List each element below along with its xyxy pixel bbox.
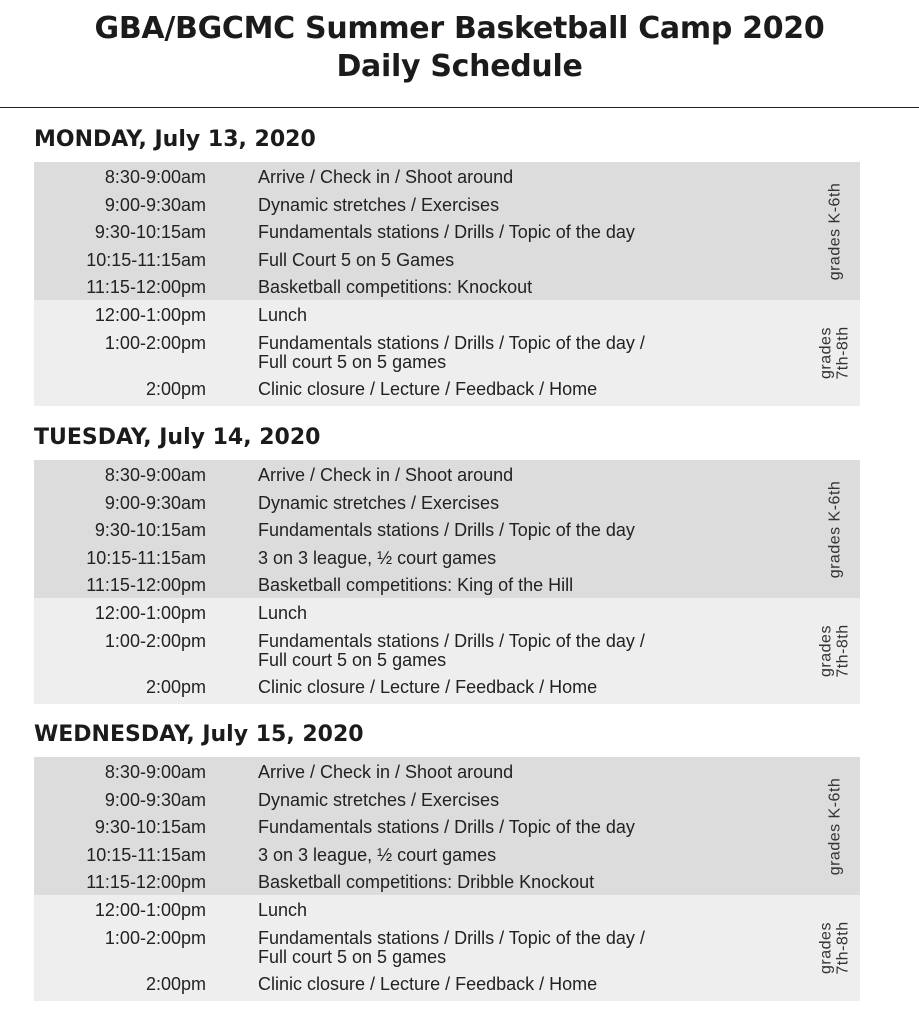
- grade-label-line-1: grades: [818, 922, 835, 974]
- schedule-row: [34, 165, 860, 193]
- page-header: [0, 10, 919, 86]
- schedule-row: [34, 573, 860, 601]
- page-title: [0, 10, 919, 86]
- schedule-row: [34, 760, 860, 788]
- time-cell: 1:00-2:00pm: [104, 927, 206, 948]
- activity-cell: Arrive / Check in / Shoot around: [258, 762, 514, 782]
- time-cell: 9:30-10:15am: [94, 222, 206, 242]
- activity-line-1: Fundamentals stations / Drills / Topic of the day /: [258, 332, 645, 353]
- schedule-group-7th-8th: [34, 598, 860, 704]
- time-cell: 2:00pm: [145, 676, 206, 697]
- schedule-row: [34, 248, 860, 276]
- activity-cell: Clinic closure / Lecture / Feedback / Home: [258, 676, 598, 697]
- activity-cell: Basketball competitions: King of the Hill: [258, 575, 574, 595]
- schedule-group-7th-8th: [34, 895, 860, 1001]
- schedule-row: [34, 629, 860, 675]
- schedule-row: [34, 303, 860, 331]
- activity-cell: [258, 632, 778, 670]
- schedule-row: [34, 331, 860, 377]
- time-cell: 10:15-11:15am: [86, 547, 206, 568]
- activity-cell: Arrive / Check in / Shoot around: [258, 167, 514, 187]
- schedule-row: [34, 675, 860, 703]
- time-cell: 1:00-2:00pm: [104, 630, 206, 651]
- grade-label-line-2: 7th-8th: [835, 921, 852, 975]
- time-cell: 2:00pm: [145, 378, 206, 399]
- time-cell: 8:30-9:00am: [104, 762, 206, 782]
- activity-cell: 3 on 3 league, ½ court games: [258, 844, 497, 865]
- day-section-monday: [34, 118, 860, 406]
- schedule-row: [34, 843, 860, 871]
- activity-cell: Lunch: [258, 305, 308, 325]
- activity-line-2: Full court 5 on 5 games: [258, 351, 447, 372]
- schedule-row: [34, 275, 860, 303]
- activity-line-1: Fundamentals stations / Drills / Topic of the day /: [258, 927, 645, 948]
- grade-label-line-1: grades: [818, 327, 835, 379]
- day-section-tuesday: [34, 416, 860, 704]
- activity-cell: Fundamentals stations / Drills / Topic of the day: [258, 817, 635, 837]
- time-cell: 9:00-9:30am: [104, 789, 206, 810]
- activity-cell: Arrive / Check in / Shoot around: [258, 465, 514, 485]
- schedule-row: [34, 193, 860, 221]
- time-cell: 9:00-9:30am: [104, 194, 206, 215]
- activity-cell: Dynamic stretches / Exercises: [258, 194, 500, 215]
- time-cell: 12:00-1:00pm: [94, 603, 206, 623]
- grade-label: [818, 908, 852, 988]
- activity-cell: Dynamic stretches / Exercises: [258, 492, 500, 513]
- schedule-row: [34, 518, 860, 546]
- schedule-row: [34, 898, 860, 926]
- activity-cell: Full Court 5 on 5 Games: [258, 249, 455, 270]
- time-cell: 8:30-9:00am: [104, 167, 206, 187]
- activity-cell: Lunch: [258, 603, 308, 623]
- time-cell: 10:15-11:15am: [86, 844, 206, 865]
- time-cell: 11:15-12:00pm: [86, 872, 206, 892]
- grade-label-text: grades K-6th: [826, 777, 844, 875]
- activity-cell: Basketball competitions: Knockout: [258, 277, 533, 297]
- grade-label: [818, 313, 852, 393]
- schedule-row: [34, 601, 860, 629]
- activity-line-2: Full court 5 on 5 games: [258, 649, 447, 670]
- day-heading: WEDNESDAY, July 15, 2020: [34, 722, 364, 747]
- activity-cell: Dynamic stretches / Exercises: [258, 789, 500, 810]
- activity-cell: Basketball competitions: Dribble Knockout: [258, 872, 595, 892]
- grade-label-line-2: 7th-8th: [835, 326, 852, 380]
- activity-line-1: Fundamentals stations / Drills / Topic of the day /: [258, 630, 645, 651]
- schedule-row: [34, 220, 860, 248]
- time-cell: 12:00-1:00pm: [94, 305, 206, 325]
- schedule-row: [34, 815, 860, 843]
- activity-cell: Fundamentals stations / Drills / Topic of the day: [258, 520, 635, 540]
- page-title-line-1: GBA/BGCMC Summer Basketball Camp 2020: [94, 11, 825, 46]
- schedule-row: [34, 546, 860, 574]
- schedule-row: [34, 870, 860, 898]
- schedule-row: [34, 788, 860, 816]
- time-cell: 8:30-9:00am: [104, 465, 206, 485]
- time-cell: 9:30-10:15am: [94, 520, 206, 540]
- page-title-line-2: Daily Schedule: [336, 49, 583, 84]
- grade-label-line-1: grades: [818, 625, 835, 677]
- day-heading: TUESDAY, July 14, 2020: [34, 425, 321, 450]
- activity-line-2: Full court 5 on 5 games: [258, 946, 447, 967]
- time-cell: 12:00-1:00pm: [94, 900, 206, 920]
- grade-label: [818, 611, 852, 691]
- schedule-group-k-6th: [34, 460, 860, 598]
- grade-label: [822, 761, 848, 891]
- time-cell: 2:00pm: [145, 973, 206, 994]
- schedule-row: [34, 491, 860, 519]
- day-section-wednesday: [34, 713, 860, 1001]
- grade-label-text: grades K-6th: [826, 480, 844, 578]
- activity-cell: Lunch: [258, 900, 308, 920]
- time-cell: 11:15-12:00pm: [86, 575, 206, 595]
- schedule-row: [34, 463, 860, 491]
- activity-cell: [258, 929, 778, 967]
- grade-label: [822, 464, 848, 594]
- activity-cell: Fundamentals stations / Drills / Topic of the day: [258, 222, 635, 242]
- schedule-group-k-6th: [34, 162, 860, 300]
- grade-label-text: grades K-6th: [826, 182, 844, 280]
- schedule-group-k-6th: [34, 757, 860, 895]
- schedule-row: [34, 926, 860, 972]
- schedule-row: [34, 972, 860, 1000]
- activity-cell: Clinic closure / Lecture / Feedback / Home: [258, 378, 598, 399]
- activity-cell: 3 on 3 league, ½ court games: [258, 547, 497, 568]
- time-cell: 11:15-12:00pm: [86, 277, 206, 297]
- header-divider: [0, 107, 919, 108]
- grade-label-line-2: 7th-8th: [835, 624, 852, 678]
- schedule-row: [34, 377, 860, 405]
- time-cell: 10:15-11:15am: [86, 249, 206, 270]
- day-heading: MONDAY, July 13, 2020: [34, 127, 316, 152]
- activity-cell: [258, 334, 778, 372]
- schedule-group-7th-8th: [34, 300, 860, 406]
- time-cell: 9:00-9:30am: [104, 492, 206, 513]
- activity-cell: Clinic closure / Lecture / Feedback / Home: [258, 973, 598, 994]
- grade-label: [822, 166, 848, 296]
- time-cell: 9:30-10:15am: [94, 817, 206, 837]
- time-cell: 1:00-2:00pm: [104, 332, 206, 353]
